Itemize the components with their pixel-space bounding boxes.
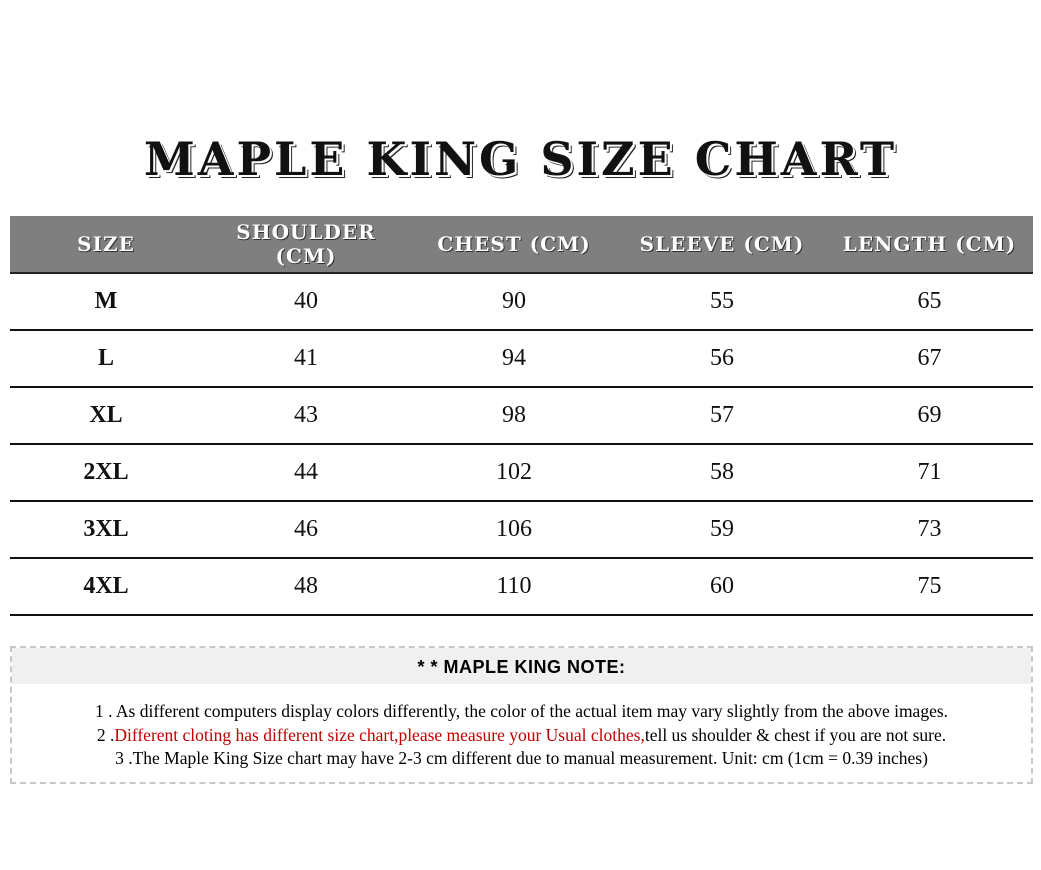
length-cell: 67	[917, 345, 942, 371]
size-cell: 3XL	[83, 516, 129, 542]
chest-cell: 94	[502, 345, 526, 371]
note-box	[10, 646, 1033, 784]
chest-cell: 98	[502, 402, 526, 428]
note-lines	[12, 684, 1031, 771]
length-cell: 73	[917, 516, 942, 542]
note-line-3: 3 .The Maple King Size chart may have 2-3 cm different due to manual measurement. Unit: cm (1cm = 0.39 inches)	[115, 748, 928, 768]
header-shoulder: SHOULDER (CM)	[236, 220, 376, 268]
table-row	[10, 388, 1033, 445]
size-cell: L	[97, 345, 114, 371]
size-table	[10, 216, 1033, 616]
header-length: LENGTH (CM)	[842, 232, 1017, 256]
shoulder-cell: 46	[294, 516, 318, 542]
sleeve-cell: 57	[710, 402, 734, 428]
shoulder-cell: 41	[294, 345, 318, 371]
sleeve-cell: 56	[710, 345, 734, 371]
note-line-2-prefix: 2 .	[96, 724, 115, 745]
sleeve-cell: 55	[710, 288, 734, 314]
sleeve-cell: 60	[710, 573, 734, 599]
chest-cell: 102	[496, 459, 532, 485]
table-row	[10, 331, 1033, 388]
note-line-2	[12, 724, 1031, 748]
sleeve-cell: 59	[710, 516, 734, 542]
table-row	[10, 559, 1033, 616]
header-size: SIZE	[77, 232, 135, 256]
length-cell: 69	[917, 402, 942, 428]
shoulder-cell: 44	[294, 459, 318, 485]
note-line-2-highlight: Different cloting has different size chart,please measure your Usual clothes,	[114, 724, 645, 745]
table-row	[10, 274, 1033, 331]
size-cell: 4XL	[83, 573, 129, 599]
length-cell: 75	[917, 573, 942, 599]
chest-cell: 90	[502, 288, 526, 314]
size-chart-title: MAPLE KING SIZE CHART	[143, 132, 898, 186]
table-header	[10, 216, 1033, 274]
size-cell: 2XL	[83, 459, 129, 485]
note-line-1: 1 . As different computers display colors differently, the color of the actual item may vary slightly from the above images.	[94, 701, 949, 721]
header-sleeve: SLEEVE (CM)	[639, 232, 805, 256]
table-row	[10, 502, 1033, 559]
shoulder-cell: 43	[294, 402, 318, 428]
length-cell: 65	[917, 288, 942, 314]
header-chest: CHEST (CM)	[437, 232, 591, 256]
shoulder-cell: 48	[294, 573, 318, 599]
note-heading: * * MAPLE KING NOTE:	[12, 648, 1031, 684]
chest-cell: 106	[496, 516, 532, 542]
shoulder-cell: 40	[294, 288, 318, 314]
chest-cell: 110	[496, 573, 532, 599]
length-cell: 71	[917, 459, 942, 485]
size-cell: M	[94, 288, 118, 314]
sleeve-cell: 58	[710, 459, 734, 485]
size-cell: XL	[89, 402, 123, 428]
note-line-2-rest: tell us shoulder & chest if you are not sure.	[644, 724, 947, 745]
table-row	[10, 445, 1033, 502]
